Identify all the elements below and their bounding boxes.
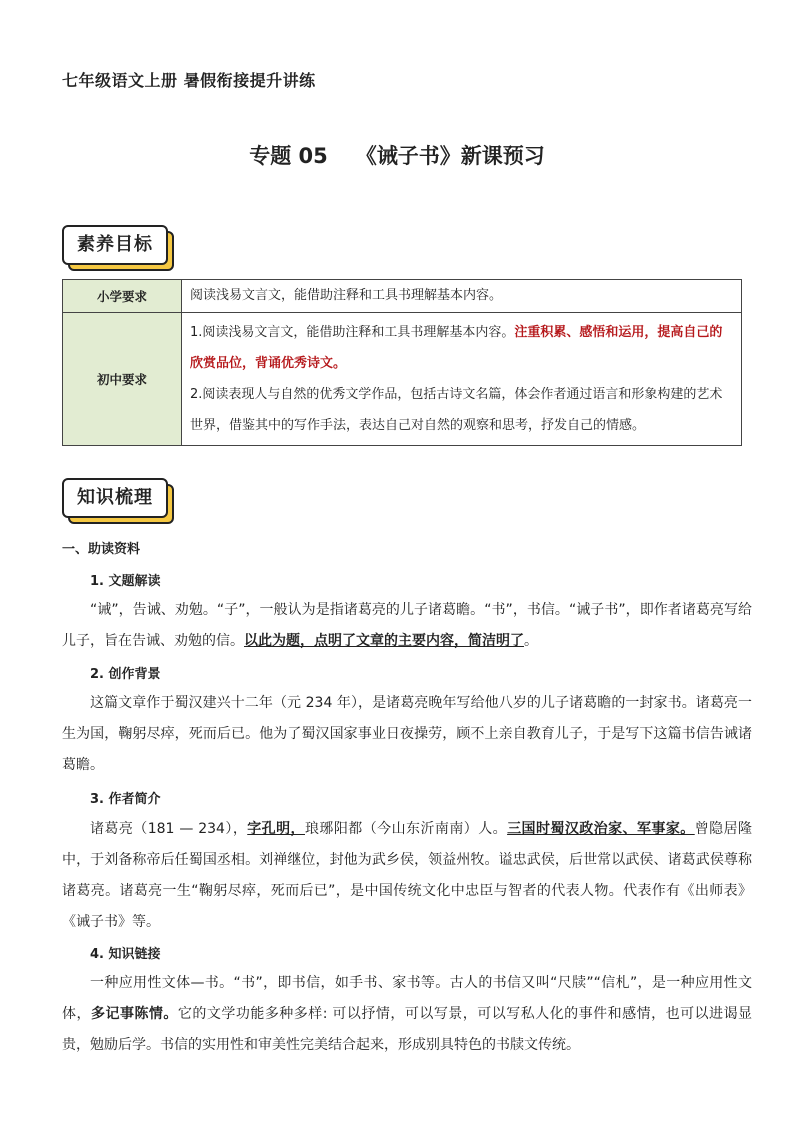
subsection-title: 1. 文题解读 bbox=[90, 574, 161, 589]
topic-number: 专题 05 bbox=[249, 144, 328, 168]
section-heading: 一、助读资料 bbox=[62, 542, 141, 557]
paragraph: 一种应用性文体—书。“书”，即书信，如手书、家书等。古人的书信又叫“尺牍”“信札”，是一种应用性文体，多记事陈情。它的文学功能多种多样: 可以抒情，可以写景，可以写私人化的事件和感情，也可以进谒显贵，勉励后学。书信的实用性和审美性完美结合起来，形成别具特色的书牍文传统。 bbox=[62, 975, 753, 1053]
subsection-title: 2. 创作背景 bbox=[90, 667, 161, 682]
knowledge-badge bbox=[62, 478, 172, 520]
primary-requirement-label: 小学要求 bbox=[63, 280, 182, 313]
document-header: 七年级语文上册 暑假衔接提升讲练 bbox=[62, 71, 316, 90]
subsection-title: 4. 知识链接 bbox=[90, 947, 161, 962]
goals-badge-label: 素养目标 bbox=[62, 225, 168, 265]
paragraph: “诫”，告诫、劝勉。“子”，一般认为是指诸葛亮的儿子诸葛瞻。“书”，书信。“诫子书”，即作者诸葛亮写给儿子，旨在告诫、劝勉的信。以此为题，点明了文章的主要内容，简洁明了。 bbox=[62, 602, 752, 649]
emphasis-text: 注重积累、感悟和运用，提高自己的欣赏品位，背诵优秀诗文。 bbox=[190, 325, 723, 371]
table-row bbox=[63, 280, 742, 313]
page-title bbox=[0, 140, 794, 170]
paragraph: 诸葛亮（181 — 234），字孔明，琅琊阳都（今山东沂南南）人。三国时蜀汉政治家、军事家。曾隐居隆中，于刘备称帝后任蜀国丞相。刘禅继位，封他为武乡侯，领益州牧。谥忠武侯，后世常以武侯、诸葛武侯尊称诸葛亮。诸葛亮一生“鞠躬尽瘁，死而后已”，是中国传统文化中忠臣与智者的代表人物。代表作有《出师表》《诫子书》等。 bbox=[62, 821, 753, 930]
junior-requirement-label: 初中要求 bbox=[63, 313, 182, 446]
lesson-title: 《诫子书》新课预习 bbox=[355, 144, 545, 168]
knowledge-badge-label: 知识梳理 bbox=[62, 478, 168, 518]
subsection-title: 3. 作者简介 bbox=[90, 792, 161, 807]
primary-requirement-text: 阅读浅易文言文，能借助注释和工具书理解基本内容。 bbox=[182, 280, 742, 313]
goals-badge bbox=[62, 225, 172, 267]
paragraph: 这篇文章作于蜀汉建兴十二年（元 234 年），是诸葛亮晚年写给他八岁的儿子诸葛瞻的一封家书。诸葛亮一生为国，鞠躬尽瘁，死而后已。他为了蜀汉国家事业日夜操劳，顾不上亲自教育儿子，于是写下这篇书信告诫诸葛瞻。 bbox=[62, 695, 752, 773]
junior-requirement-text: 1.阅读浅易文言文，能借助注释和工具书理解基本内容。注重积累、感悟和运用，提高自己的欣赏品位，背诵优秀诗文。 2.阅读表现人与自然的优秀文学作品，包括古诗文名篇，体会作者通过语言和形象构建的艺术世界，借鉴其中的写作手法，表达自己对自然的观察和思考，抒发自己的情感。 bbox=[182, 313, 742, 446]
goals-table bbox=[62, 279, 742, 446]
table-row bbox=[63, 313, 742, 446]
